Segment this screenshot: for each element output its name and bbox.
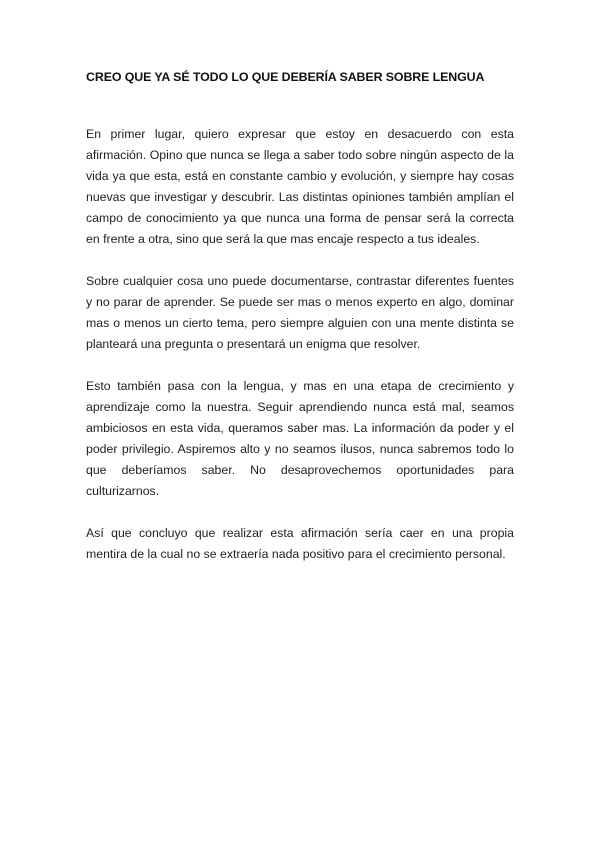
paragraph-2: Sobre cualquier cosa uno puede documentarse, contrastar diferentes fuentes y no parar de aprender. Se puede ser mas o menos experto en algo, dominar mas o menos un cierto tema, pero siempre alguien con una mente distinta se planteará una pregunta o presentará un enigma que resolver. <box>86 274 514 351</box>
paragraph-4: Así que concluyo que realizar esta afirmación sería caer en una propia mentira de la cual no se extraería nada positivo para el crecimiento personal. <box>86 526 514 561</box>
document-title: CREO QUE YA SÉ TODO LO QUE DEBERÍA SABER SOBRE LENGUA <box>86 70 485 84</box>
document-body <box>86 124 514 586</box>
paragraph-3: Esto también pasa con la lengua, y mas en una etapa de crecimiento y aprendizaje como la nuestra. Seguir aprendiendo nunca está mal, seamos ambiciosos en esta vida, queramos saber mas. La información da poder y el poder privilegio. Aspiremos alto y no seamos ilusos, nunca sabremos todo lo que deberíamos saber. No desaprovechemos oportunidades para culturizarnos. <box>86 379 514 498</box>
paragraph-1: En primer lugar, quiero expresar que estoy en desacuerdo con esta afirmación. Opino que nunca se llega a saber todo sobre ningún aspecto de la vida ya que esta, está en constante cambio y evolución, y siempre hay cosas nuevas que investigar y descubrir. Las distintas opiniones también amplían el campo de conocimiento ya que nunca una forma de pensar será la correcta en frente a otra, sino que será la que mas encaje respecto a tus ideales. <box>86 127 514 246</box>
